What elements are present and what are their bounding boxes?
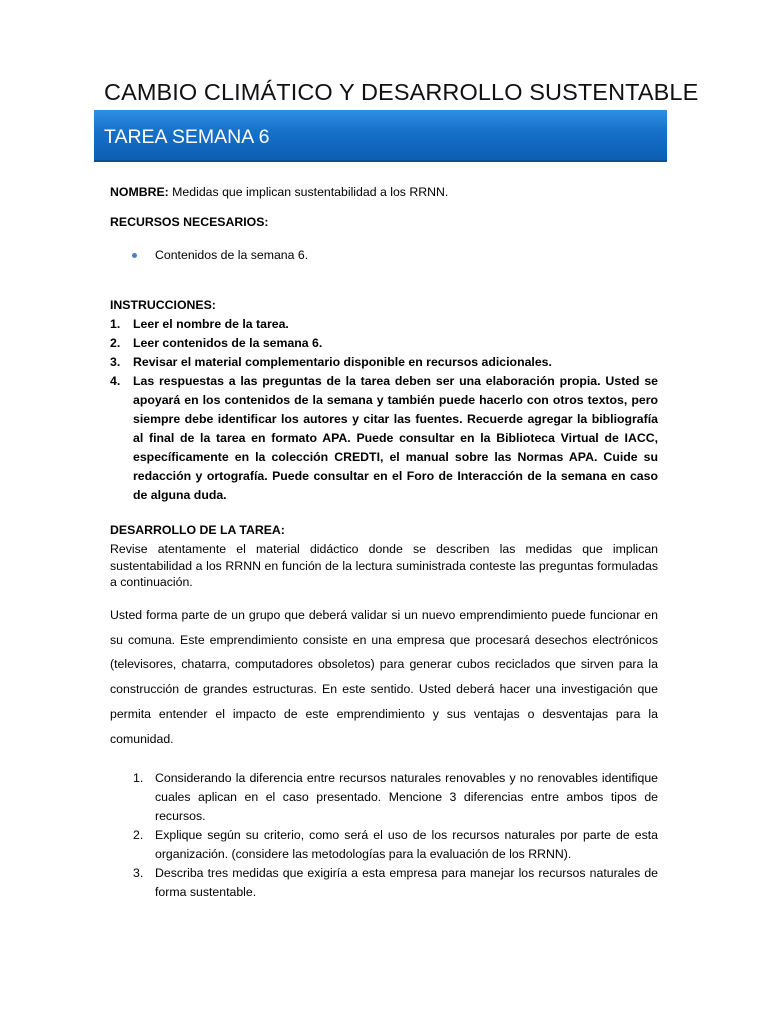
pregunta-number: 2. (133, 828, 144, 842)
recursos-label: RECURSOS NECESARIOS: (110, 215, 269, 229)
recursos-item: Contenidos de la semana 6. (155, 248, 309, 262)
pregunta-text: Describa tres medidas que exigiría a esta empresa para manejar los recursos naturales de forma sustentable. (155, 866, 658, 899)
instruccion-text: Leer el nombre de la tarea. (133, 317, 289, 331)
bullet-icon (132, 253, 137, 258)
instruccion-text: Revisar el material complementario disponible en recursos adicionales. (133, 355, 552, 369)
pregunta-text: Explique según su criterio, como será el uso de los recursos naturales por parte de esta organización. (considere las metodologías para la evaluación de los RRNN). (155, 828, 658, 861)
pregunta-text: Considerando la diferencia entre recursos naturales renovables y no renovables identifique cuales aplican en el caso presentado. Mencione 3 diferencias entre ambos tipos de recursos. (155, 771, 658, 823)
instrucciones-label: INSTRUCCIONES: (110, 298, 216, 312)
desarrollo-text: Revise atentamente el material didáctico donde se describen las medidas que implican sustentabilidad a los RRNN en función de la lectura suministrada conteste las preguntas formuladas a continuación. (110, 542, 658, 589)
instruccion-number: 3. (110, 355, 121, 369)
instruccion-text: Leer contenidos de la semana 6. (133, 336, 323, 350)
pregunta-number: 1. (133, 771, 144, 785)
desarrollo-label: DESARROLLO DE LA TAREA: (110, 523, 285, 537)
nombre-value: Medidas que implican sustentabilidad a los RRNN. (172, 185, 449, 199)
section-banner (94, 110, 667, 162)
document-title: CAMBIO CLIMÁTICO Y DESARROLLO SUSTENTABLE (104, 79, 699, 105)
banner-title: TAREA SEMANA 6 (104, 126, 270, 148)
instruccion-number: 4. (110, 374, 121, 388)
nombre-line (110, 183, 448, 202)
instruccion-text: Las respuestas a las preguntas de la tarea deben ser una elaboración propia. Usted se apoyará en los contenidos de la semana y también puede hacerlo con otros textos, pero siempre debe identificar los autores y citar las fuentes. Recuerde agregar la bibliografía al final de la tarea en formato APA. Puede consultar en la Biblioteca Virtual de IACC, específicamente en la colección CREDTI, el manual sobre las Normas APA. Cuide su redacción y ortografía. Puede consultar en el Foro de Interacción de la semana en caso de alguna duda. (133, 374, 658, 502)
caso-text: Usted forma parte de un grupo que deberá validar si un nuevo emprendimiento puede funcionar en su comuna. Este emprendimiento consiste en una empresa que procesará desechos electrónicos (televisores, chatarra, computadores obsoletos) para generar cubos reciclados que sirven para la construcción de grandes estructuras. En este sentido. Usted deberá hacer una investigación que permita entender el impacto de este emprendimiento y sus ventajas o desventajas para la comunidad. (110, 608, 658, 746)
instruccion-number: 1. (110, 317, 121, 331)
instruccion-number: 2. (110, 336, 121, 350)
nombre-label: NOMBRE: (110, 185, 169, 199)
pregunta-number: 3. (133, 866, 144, 880)
